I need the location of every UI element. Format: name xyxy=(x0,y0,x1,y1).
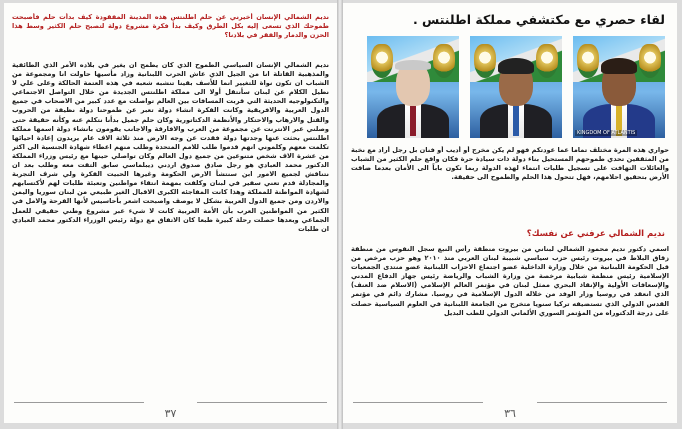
photo-caption: KINGDOM OF ATLANTIS xyxy=(577,130,636,136)
emblem-icon xyxy=(474,44,496,78)
page-number-right: ٣٦ xyxy=(504,407,516,420)
footer-rule-right xyxy=(537,402,667,403)
intro-question-red: نديم الشمالي الإنسان أخيرني عن حلم اطلنتس هذه المدينة المفقودة كيف بدأت حلم فأصبحت طموحك الذي تسعى إليه بكل الطرق وكيف بدأ فكرة مشروع دولة لتصبح حلم الكثير وسط هذا الحزن والدمار والفقر في بلادنا؟ xyxy=(12,13,329,40)
emblem-icon xyxy=(639,44,661,78)
interview-headline: لقاء حصري مع مكتشفي مملكة اطلنتس . xyxy=(412,12,665,27)
hair xyxy=(601,58,637,74)
page-number-left: ٣٧ xyxy=(164,407,177,420)
footer-rule-right xyxy=(197,402,327,403)
tie xyxy=(410,106,416,136)
left-body-text: نديم الشمالي الإنسان السياسي الطموح الذي كان يطمح ان يغير في بلاده الأمر الذي الطائفية والمذهبية القاتلة انا من الجيل الذي عاش الحرب اللبنانية وزاد مأسيها حاولت انا ومجموعة من الشباب ان تكون نواة للتغيير انما للأسف بقينا تنشبه شعبه في هذه العتمة الحالكة وعلى علي لا نطيل الكلام عن لبنان سأنتقل أولا الى مملكة اطلنتس الجديدة من خلال التواصل الاجتماعي والتكنولوجيه الحديثة التي قربت المسافات بين العالم تواصلت مع عدد كبير من الاصحاب في جميع الدول العربية والافريقية وكانت الفكرة انشاء دولة تعبر عن طموحنا دولة نظيفة من الحروب والقتل والارهاب والاحتكار والأنظمة الدكتاتورية وكان حلم جميل بدأنا نتكلم عنه وكأنه حقيقة حتى وصلني عبر الانترنت عن مجموعة من العرب والافارقة والاجانب يقومون بانشاء دولة اسمها مملكة اطلنتس بحثت عنها وجدتها دولة فقدت عن وجه الارض منذ ثلاثة الاف عام يريدون إعادة احيائها تكلمت معهم وكلموني انهم قدموا طلب للامم المتحدة وطلب منهم اعطاء شهادة الجنسية الى اكثر من عشرة الاف شخص متنوعين من جميع دول العالم وكان تواصلي حينها مع رئيس وزراء المملكة الدكتور محمد العبادي هو رجل صادق صدوق اردني ديبلماسي سابق التقت معه وطلب بعد ان نتناقش لجميع الامور ابن سنتشأ الارض الحكومة وغيرها الحبيت الفكرة ولي شرف التجربة والمجادلة قدم تعني سفير في لبنان وكلفت بمهمة انتقاء مواطنين وتعبئة طلبات لهم لأكتسابهم لشهادة المواطنة للمملكة وهذا كانت المفاجئه الكبرى الاقبال الغير طبيعي من لبنان سوريا واليمن والاردن ومن جميع الدول العربية بشكل لا يوصف واصبحت اشعر بأحاسيس لأنها الفرحة والامل في الكثير من المواطنين العرب بأن الأمة العربية كانت لا شيء عبر مشروع وطني حقيقي للعمل الجماعي وبعدها حصلت رحلة كبيرة طبعا كان الاتفاق مع دولة رئيس الوزراء الدكتور محمد العبادي ان طلبات xyxy=(12,61,329,233)
right-body-text: اسمي دكتور نديم محمود الشمالي لبناني من بيروت منطقة رأس النبع سجل النفوس من منطقة زقاق البلاط في بيروت رئيس حزب سياسي شبيبة لبنان العربي منذ ٢٠١٠ وهو حزب مرخص من قبل الحكومة اللبنانية من خلال وزارة الداخلية عضو اجتماع الاحزاب اللبنانية عضو منتدى الجمعيات الإسلامية رئيس منظمة شبابية مرخصة من وزارة الشباب والرياضة رئيس جهاز الدفاع المدني والإسعافات الأولية والإنقاذ البحري ممثل لبنان في مؤتمر العالم الإسلامي (الاسلام ضد العنف) الذي انعقد في روسيا وزار الوفد من خلاله الدول الإسلامية في روسيا. مشارك دائم في مؤتمر القدس الدولي الذي تستضيفه تركيا سنويا متخرج من الجامعة اللبنانية في العلوم السياسية حصلت على درجة الدكتوراه من المؤتمر السوري الألماني الدولي للطب البديل xyxy=(351,245,669,317)
portrait-photo-1 xyxy=(367,36,459,138)
emblem-icon xyxy=(371,44,393,78)
interview-intro: حواري هذه المرة مختلف تماما عما عودتكم فهو لم يكن مخرج أو أديب أو فنان بل رجل أراد مع نخبة من المثقفين تحدي طموحهم المستحيل بناء دولة ذات سيادة حرة فكان واقع حلم الكثير من الشباب والعائلات التهافت على تسجيل طلبات انتماء لهذه الدولة ربما تكون باباً الى الأمان بعدما ضاقت الأرض بتحقيق احلامهم، فهل تتحول هذا الحلم والطموح الى حقيقة. xyxy=(351,146,669,182)
emblem-icon xyxy=(577,44,599,78)
hair xyxy=(395,60,431,70)
emblem-icon xyxy=(433,44,455,78)
portrait-photo-3 xyxy=(573,36,665,138)
tie xyxy=(513,106,519,136)
footer-rule-left xyxy=(14,402,144,403)
question-heading: نديم الشمالي عرفني عن نفسك؟ xyxy=(526,229,665,239)
right-page xyxy=(343,3,677,423)
footer-rule-left xyxy=(353,402,483,403)
hair xyxy=(498,58,534,74)
emblem-icon xyxy=(536,44,558,78)
portrait-photo-2 xyxy=(470,36,562,138)
photo-strip xyxy=(367,36,665,138)
left-page xyxy=(4,3,337,423)
